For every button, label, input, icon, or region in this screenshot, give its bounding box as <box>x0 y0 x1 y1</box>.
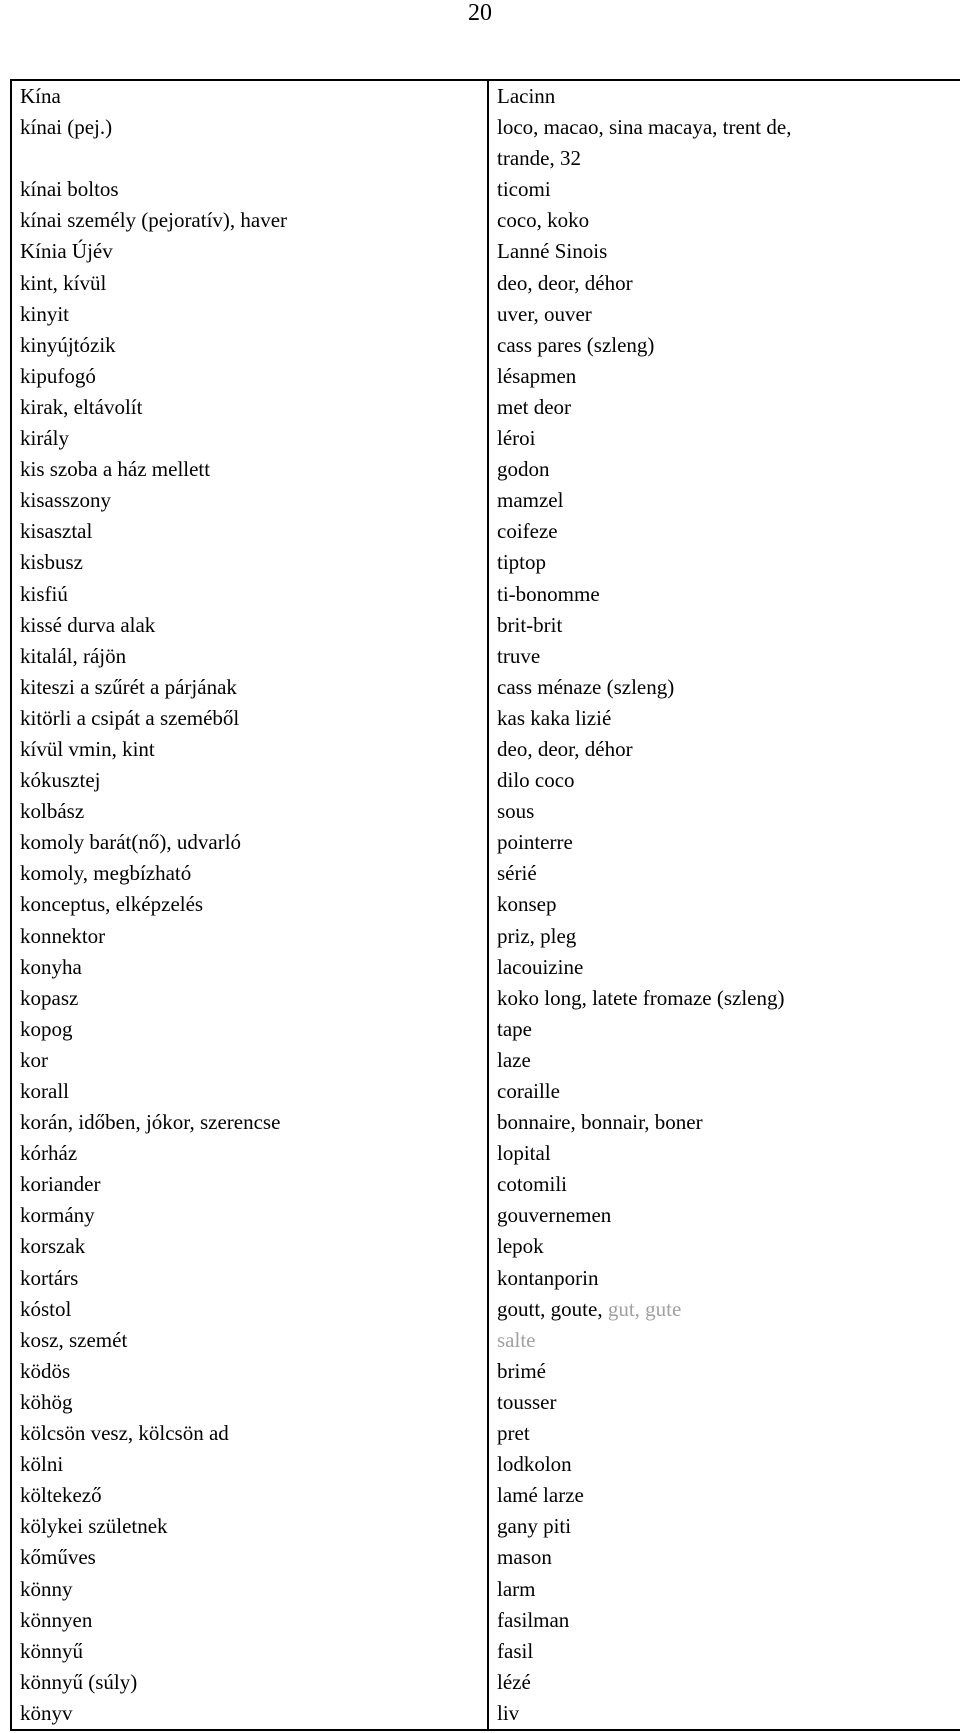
lacinn-translation <box>497 174 960 205</box>
hungarian-term: kókusztej <box>20 768 101 793</box>
hungarian-term: kiteszi a szűrét a párjának <box>20 674 237 699</box>
lacinn-text: lésapmen <box>497 363 577 388</box>
lacinn-translation <box>497 1294 960 1325</box>
lacinn-translation <box>497 516 960 547</box>
hungarian-term: Kína <box>20 84 61 108</box>
table-row <box>11 80 960 1730</box>
hungarian-term: könnyű <box>20 1638 83 1663</box>
lacinn-translation <box>497 1200 960 1231</box>
hungarian-term: kóstol <box>20 1296 72 1321</box>
lacinn-translation <box>497 1045 960 1076</box>
hungarian-term: könnyű (súly) <box>20 1669 138 1694</box>
lacinn-translation <box>497 952 960 983</box>
lacinn-text: goutt, goute, <box>497 1296 608 1321</box>
dictionary-table <box>10 79 960 1731</box>
hungarian-term: kolbász <box>20 799 85 824</box>
lacinn-text: sérié <box>497 861 537 886</box>
lacinn-translation <box>497 858 960 889</box>
hungarian-term: korán, időben, jókor, szerencse <box>20 1110 281 1135</box>
lacinn-translation <box>497 703 960 734</box>
lacinn-text: larm <box>497 1576 536 1601</box>
lacinn-translation <box>497 454 960 485</box>
hungarian-column <box>11 80 488 1730</box>
lacinn-translation <box>497 734 960 765</box>
page-number: 20 <box>468 0 492 26</box>
lacinn-translation <box>497 827 960 858</box>
hungarian-term: kosz, szemét <box>20 1327 128 1352</box>
lacinn-translation <box>497 1698 960 1729</box>
lacinn-translation <box>497 1107 960 1138</box>
hungarian-term: kőműves <box>20 1545 96 1570</box>
lacinn-text: kontanporin <box>497 1265 599 1290</box>
hungarian-term: kórház <box>20 1141 78 1166</box>
lacinn-text: kas kaka lizié <box>497 705 612 730</box>
hungarian-term: kor <box>20 1047 48 1072</box>
lacinn-text: lézé <box>497 1669 531 1694</box>
hungarian-term: kisasztal <box>20 519 93 544</box>
lacinn-text: sous <box>497 799 535 824</box>
lacinn-text: coco, koko <box>497 208 590 233</box>
lacinn-translation <box>497 1356 960 1387</box>
hungarian-term: koriander <box>20 1172 101 1197</box>
hungarian-term: kinyit <box>20 301 70 326</box>
hungarian-term: kopasz <box>20 985 79 1010</box>
lacinn-translation <box>497 579 960 610</box>
lacinn-text: lopital <box>497 1141 551 1166</box>
lacinn-translation <box>497 1667 960 1698</box>
hungarian-term: Kínia Újév <box>20 239 113 264</box>
lacinn-column <box>488 80 960 1730</box>
lacinn-text: loco, macao, sina macaya, trent de, <box>497 115 792 140</box>
hungarian-term: költekező <box>20 1483 102 1508</box>
lacinn-text: pointerre <box>497 830 573 855</box>
lacinn-text: priz, pleg <box>497 923 577 948</box>
lacinn-translation <box>497 547 960 578</box>
lacinn-translation <box>497 1231 960 1262</box>
lacinn-text: pret <box>497 1421 530 1446</box>
lacinn-translation <box>497 268 960 299</box>
lacinn-text: koko long, latete fromaze (szleng) <box>497 985 785 1010</box>
lacinn-translation <box>497 641 960 672</box>
lacinn-translation <box>497 361 960 392</box>
lacinn-text: uver, ouver <box>497 301 592 326</box>
lacinn-text: konsep <box>497 892 557 917</box>
hungarian-term: könyv <box>20 1700 73 1725</box>
hungarian-term: kis szoba a ház mellett <box>20 457 211 482</box>
lacinn-translation <box>497 765 960 796</box>
lacinn-text: deo, deor, déhor <box>497 270 633 295</box>
lacinn-text: cotomili <box>497 1172 567 1197</box>
hungarian-term: kínai személy (pejoratív), haver <box>20 208 288 233</box>
lacinn-text: brit-brit <box>497 612 563 637</box>
hungarian-term: köhög <box>20 1389 73 1414</box>
lacinn-text: laze <box>497 1047 531 1072</box>
hungarian-term: kint, kívül <box>20 270 107 295</box>
lacinn-text: godon <box>497 457 550 482</box>
hungarian-term: könny <box>20 1576 73 1601</box>
lacinn-text: lacouizine <box>497 954 584 979</box>
lacinn-text: tiptop <box>497 550 547 575</box>
lacinn-translation <box>497 1387 960 1418</box>
lacinn-text: tousser <box>497 1389 557 1414</box>
lacinn-text-muted: gut, gute <box>607 1296 682 1321</box>
lacinn-text: lodkolon <box>497 1452 572 1477</box>
lacinn-translation <box>497 1325 960 1356</box>
lacinn-text: liv <box>497 1700 520 1725</box>
lacinn-text: gany piti <box>497 1514 572 1539</box>
hungarian-term: kitörli a csipát a szeméből <box>20 705 240 730</box>
lacinn-text: ticomi <box>497 177 551 202</box>
hungarian-term: kipufogó <box>20 363 96 388</box>
hungarian-term: kitalál, rájön <box>20 643 127 668</box>
lacinn-text: coifeze <box>497 519 558 544</box>
lacinn-translation <box>497 1449 960 1480</box>
hungarian-term: ködös <box>20 1358 71 1383</box>
hungarian-term: kölcsön vesz, kölcsön ad <box>20 1421 229 1446</box>
lacinn-translation <box>497 1574 960 1605</box>
lacinn-text: brimé <box>497 1358 546 1383</box>
lacinn-text: mason <box>497 1545 552 1570</box>
lacinn-translation <box>497 672 960 703</box>
lacinn-text: fasilman <box>497 1607 570 1632</box>
lacinn-translation <box>497 610 960 641</box>
hungarian-term: kínai boltos <box>20 177 119 202</box>
lacinn-translation <box>497 1138 960 1169</box>
lacinn-text: gouvernemen <box>497 1203 612 1228</box>
lacinn-translation <box>497 1418 960 1449</box>
hungarian-term: konceptus, elképzelés <box>20 892 204 917</box>
lacinn-translation <box>497 1542 960 1573</box>
lacinn-text: lamé larze <box>497 1483 584 1508</box>
lacinn-translation <box>497 1076 960 1107</box>
lacinn-translation <box>497 423 960 454</box>
lacinn-text: tape <box>497 1016 532 1041</box>
hungarian-term: kölni <box>20 1452 64 1477</box>
hungarian-term: kölykei születnek <box>20 1514 168 1539</box>
lacinn-translation <box>497 299 960 330</box>
lacinn-text: deo, deor, déhor <box>497 736 633 761</box>
lacinn-translation <box>497 921 960 952</box>
hungarian-term: kínai (pej.) <box>20 115 113 140</box>
hungarian-term: kisasszony <box>20 488 111 513</box>
lacinn-translation <box>497 1263 960 1294</box>
hungarian-term: kirak, eltávolít <box>20 394 143 419</box>
hungarian-term: kopog <box>20 1016 73 1041</box>
hungarian-term: kormány <box>20 1203 95 1228</box>
lacinn-text: truve <box>497 643 541 668</box>
lacinn-translation <box>497 796 960 827</box>
lacinn-text: cass ménaze (szleng) <box>497 674 675 699</box>
lacinn-text: léroi <box>497 426 536 451</box>
lacinn-translation <box>497 112 960 143</box>
lacinn-translation <box>497 1636 960 1667</box>
hungarian-term: könnyen <box>20 1607 93 1632</box>
lacinn-translation <box>497 81 960 112</box>
lacinn-text: dilo coco <box>497 768 575 793</box>
lacinn-translation <box>497 889 960 920</box>
lacinn-text-muted: salte <box>497 1327 536 1352</box>
lacinn-translation <box>497 205 960 236</box>
lacinn-text: lepok <box>497 1234 544 1259</box>
lacinn-translation <box>497 1480 960 1511</box>
hungarian-term: kortárs <box>20 1265 79 1290</box>
lacinn-text: fasil <box>497 1638 534 1663</box>
hungarian-term: korszak <box>20 1234 86 1259</box>
hungarian-term: kinyújtózik <box>20 332 116 357</box>
lacinn-text: mamzel <box>497 488 564 513</box>
lacinn-translation <box>497 983 960 1014</box>
hungarian-term: konyha <box>20 954 82 979</box>
lacinn-translation <box>497 236 960 267</box>
hungarian-term: király <box>20 426 69 451</box>
lacinn-text: coraille <box>497 1079 560 1103</box>
hungarian-term: korall <box>20 1079 69 1103</box>
hungarian-term: kívül vmin, kint <box>20 736 155 761</box>
lacinn-translation <box>497 330 960 361</box>
lacinn-text: cass pares (szleng) <box>497 332 655 357</box>
lacinn-translation-continued: trande, 32 <box>497 146 581 171</box>
hungarian-term: kissé durva alak <box>20 612 156 637</box>
hungarian-term: kisbusz <box>20 550 83 575</box>
lacinn-translation <box>497 1605 960 1636</box>
hungarian-term: komoly barát(nő), udvarló <box>20 830 242 855</box>
lacinn-translation <box>497 392 960 423</box>
hungarian-term: konnektor <box>20 923 106 948</box>
lacinn-text: bonnaire, bonnair, boner <box>497 1110 703 1135</box>
lacinn-text: Lanné Sinois <box>497 239 608 264</box>
lacinn-translation <box>497 1169 960 1200</box>
lacinn-text: met deor <box>497 394 572 419</box>
lacinn-text: Lacinn <box>497 84 556 108</box>
hungarian-term: komoly, megbízható <box>20 861 192 886</box>
lacinn-translation <box>497 485 960 516</box>
hungarian-term: kisfiú <box>20 581 68 606</box>
hungarian-term-blank <box>20 143 487 174</box>
lacinn-text: ti-bonomme <box>497 581 600 606</box>
lacinn-translation <box>497 1511 960 1542</box>
lacinn-translation <box>497 1014 960 1045</box>
